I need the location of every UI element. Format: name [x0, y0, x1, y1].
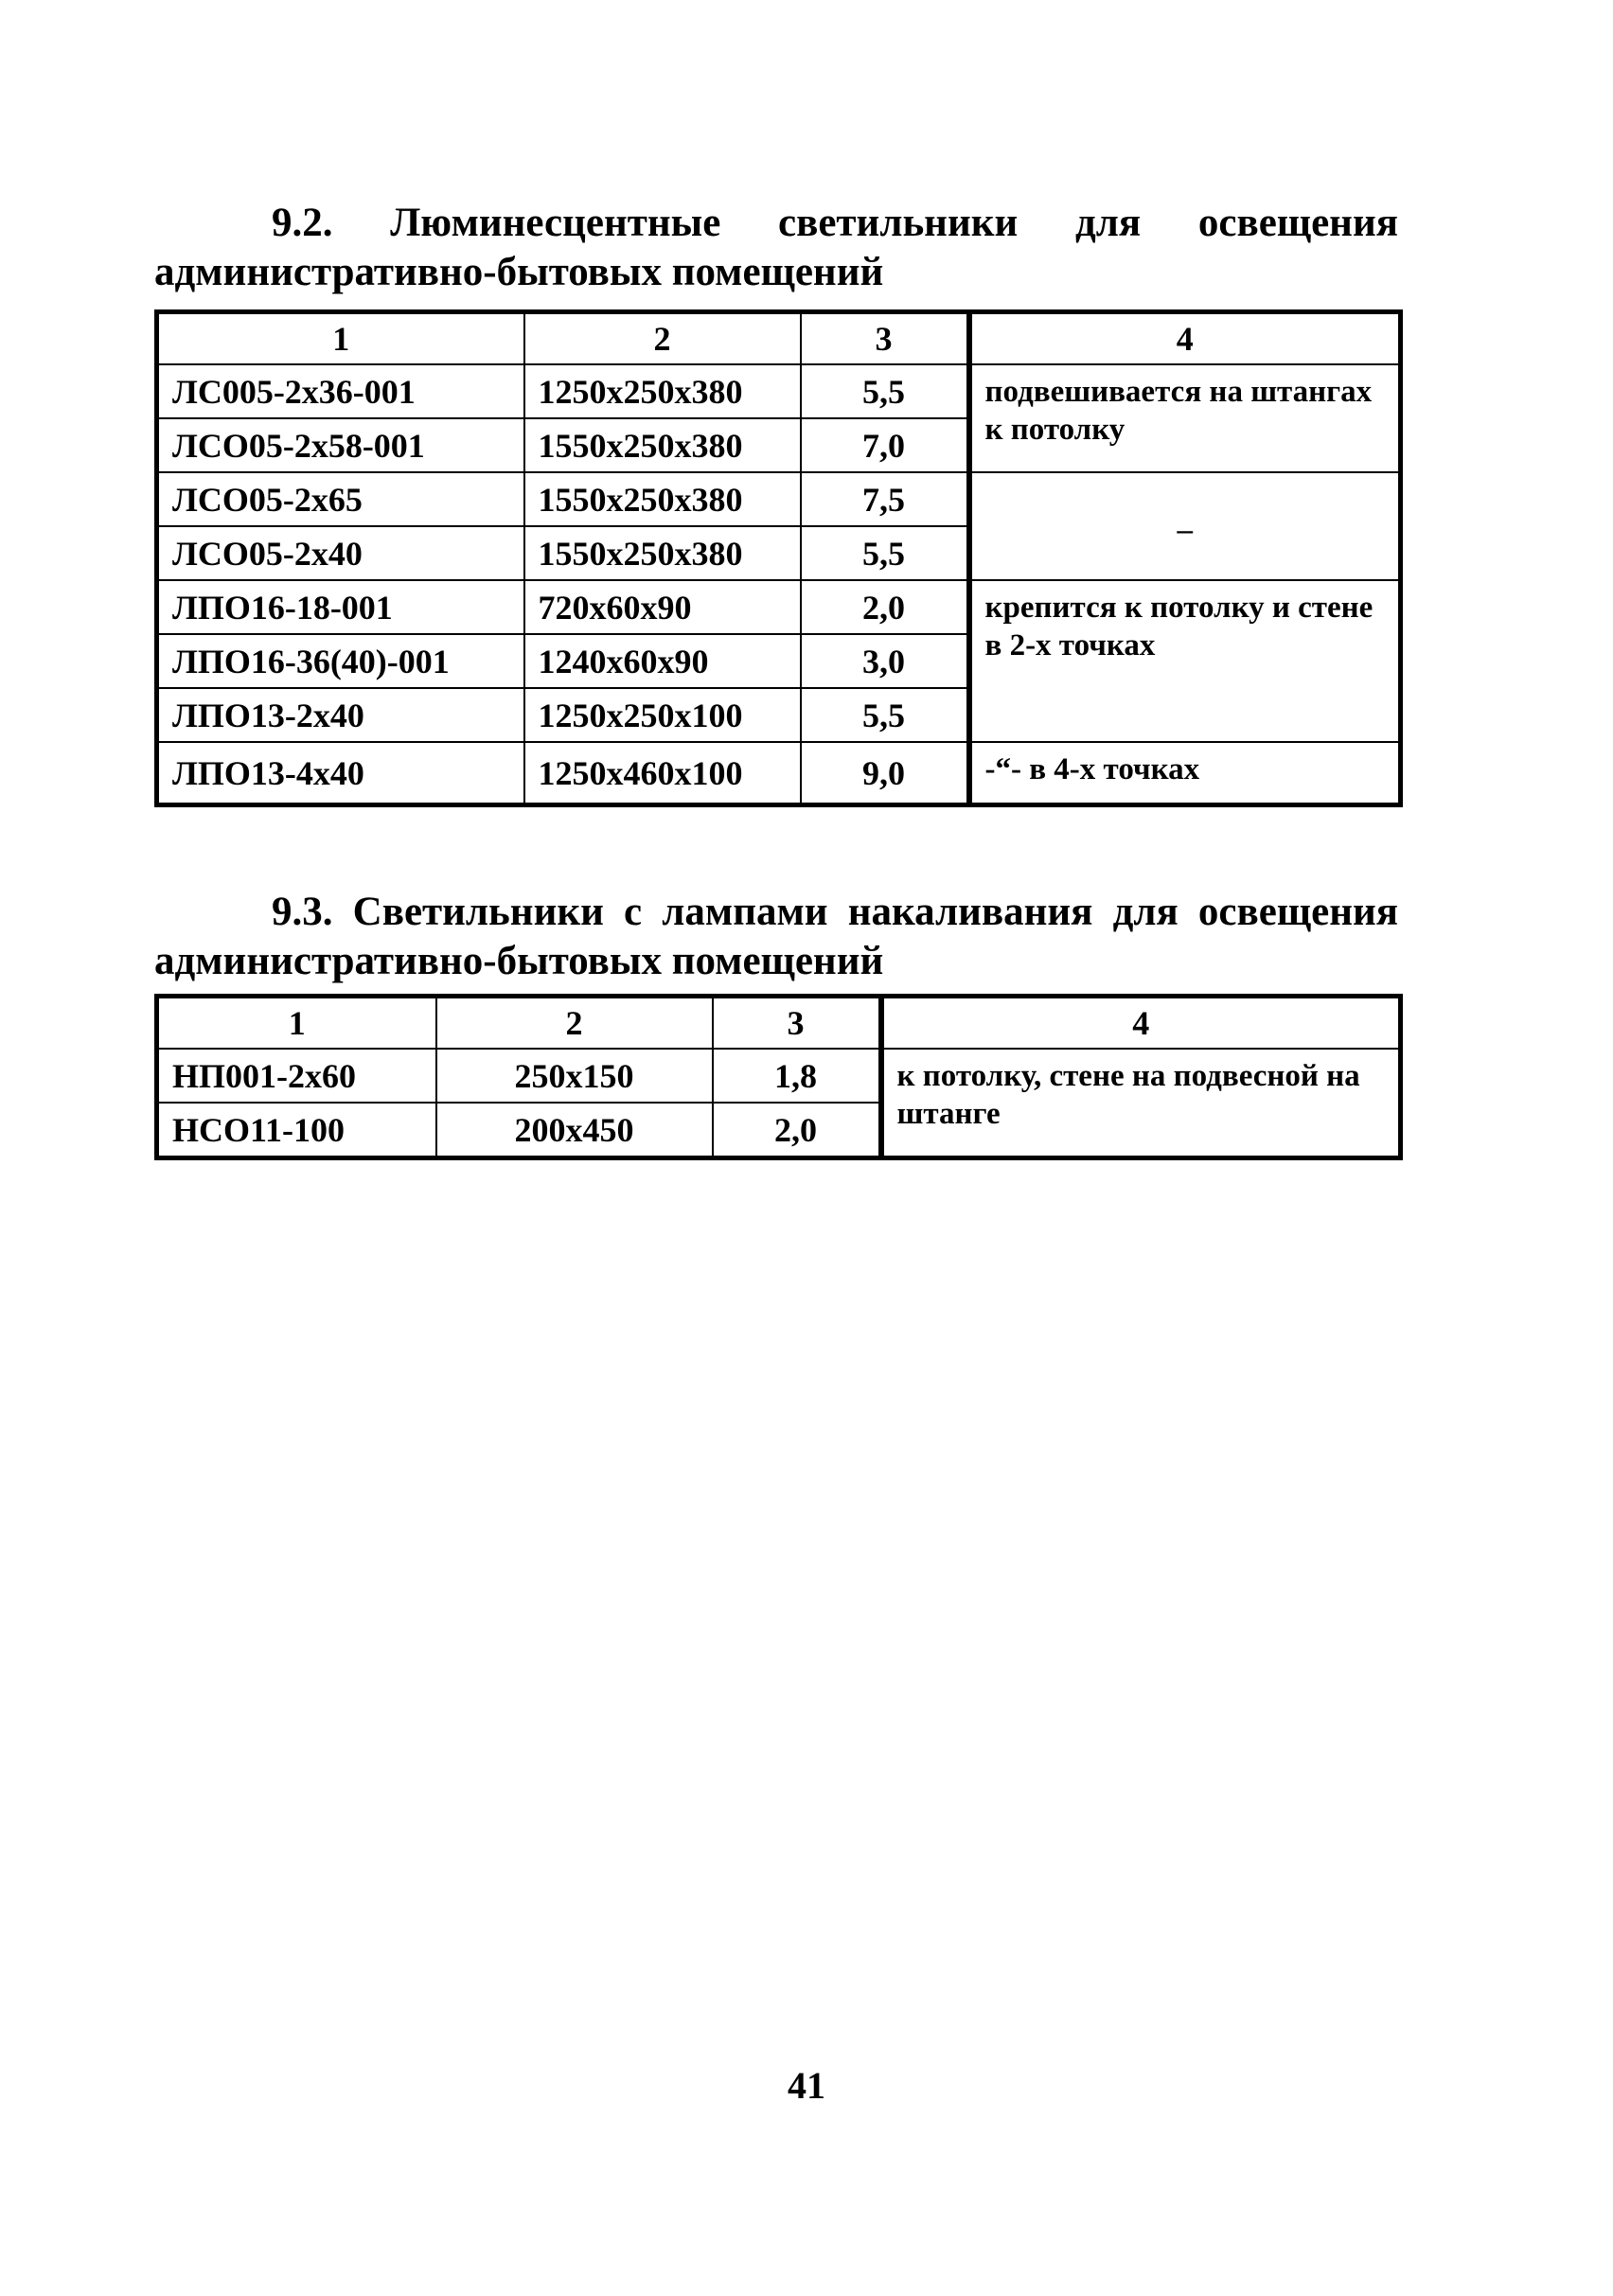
mounting-note: к потолку, стене на подвесной на штанге: [881, 1049, 1401, 1158]
incandescent-luminaires-table: [154, 994, 1403, 1160]
table-row: [157, 1049, 1401, 1103]
mass: 7,0: [801, 418, 969, 472]
luminaire-type: НСО11-100: [157, 1103, 436, 1158]
dimensions: 1250х250х380: [524, 364, 801, 418]
dimensions: 1550х250х380: [524, 472, 801, 526]
luminaire-type: ЛПО13-2х40: [157, 688, 524, 742]
column-header: 1: [157, 312, 524, 365]
mass: 7,5: [801, 472, 969, 526]
mass: 5,5: [801, 364, 969, 418]
mass: 5,5: [801, 526, 969, 580]
section-number: 9.2.: [272, 201, 333, 245]
luminaire-type: ЛПО16-18-001: [157, 580, 524, 634]
mass: 2,0: [713, 1103, 881, 1158]
mass: 5,5: [801, 688, 969, 742]
dimensions: 1550х250х380: [524, 526, 801, 580]
column-header: 2: [436, 997, 713, 1050]
table-row: [157, 742, 1401, 805]
table-header-row: [157, 997, 1401, 1050]
luminaire-type: НП001-2х60: [157, 1049, 436, 1103]
dimensions: 250х150: [436, 1049, 713, 1103]
mounting-note-dash: –: [969, 472, 1401, 580]
section-title-continued: административно-бытовых помещений: [154, 250, 884, 294]
section-9-2-heading: [154, 199, 1398, 297]
table-row: [157, 364, 1401, 418]
section-number: 9.3.: [272, 890, 333, 934]
luminaire-type: ЛСО05-2х58-001: [157, 418, 524, 472]
luminaire-type: ЛПО16-36(40)-001: [157, 634, 524, 688]
dimensions: 1250х250х100: [524, 688, 801, 742]
mass: 3,0: [801, 634, 969, 688]
column-header: 1: [157, 997, 436, 1050]
mounting-note: -“- в 4-х точках: [969, 742, 1401, 805]
table-row: [157, 472, 1401, 526]
dimensions: 1550х250х380: [524, 418, 801, 472]
mounting-note: подвешивается на штангах к потолку: [969, 364, 1401, 472]
column-header: 4: [881, 997, 1401, 1050]
mounting-note: крепится к потолку и стене в 2-х точках: [969, 580, 1401, 742]
page-number: 41: [788, 2064, 825, 2107]
table-header-row: [157, 312, 1401, 365]
dimensions: 200х450: [436, 1103, 713, 1158]
mass: 1,8: [713, 1049, 881, 1103]
section-title: Люминесцентные светильники для освещения: [390, 201, 1398, 245]
luminaire-type: ЛСО05-2х65: [157, 472, 524, 526]
section-9-3-heading: [154, 888, 1398, 986]
column-header: 3: [801, 312, 969, 365]
column-header: 4: [969, 312, 1401, 365]
section-title-continued: административно-бытовых помещений: [154, 939, 884, 983]
luminaire-type: ЛСО05-2х40: [157, 526, 524, 580]
mass: 2,0: [801, 580, 969, 634]
table-row: [157, 580, 1401, 634]
dimensions: 1240х60х90: [524, 634, 801, 688]
fluorescent-luminaires-table: [154, 309, 1403, 807]
dimensions: 1250х460х100: [524, 742, 801, 805]
column-header: 2: [524, 312, 801, 365]
dimensions: 720х60х90: [524, 580, 801, 634]
section-title: Светильники с лампами накаливания для освещения: [352, 890, 1399, 934]
mass: 9,0: [801, 742, 969, 805]
luminaire-type: ЛПО13-4х40: [157, 742, 524, 805]
luminaire-type: ЛС005-2х36-001: [157, 364, 524, 418]
column-header: 3: [713, 997, 881, 1050]
